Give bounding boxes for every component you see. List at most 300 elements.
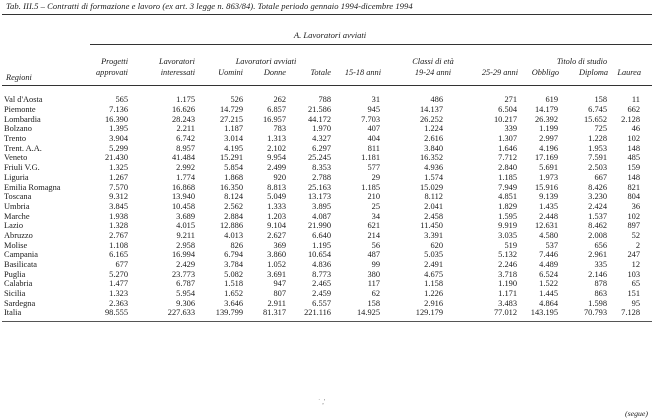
laurea-cell: 46: [631, 124, 640, 134]
table-title: Tab. III.5 – Contratti di formazione e lavoro (ex art. 3 legge n. 863/84). Totale periodo gennaio 1994-dicembre 1994: [6, 1, 413, 11]
eta-15-18-cell: 31: [371, 95, 380, 105]
progetti-approvati-cell: 5.299: [109, 143, 128, 153]
obbligo-cell: 1.445: [539, 289, 558, 299]
laurea-cell: 821: [627, 182, 640, 192]
obbligo-cell: 26.392: [534, 114, 558, 124]
region-name-cell: Umbria: [4, 201, 30, 211]
totale-cell: 4.836: [312, 260, 331, 270]
region-name-cell: Trent. A.A.: [4, 143, 42, 153]
donne-cell: 9.954: [267, 153, 286, 163]
progetti-approvati-cell: 1.328: [109, 221, 128, 231]
region-name-cell: Trento: [4, 134, 27, 144]
donne-cell: 947: [273, 279, 286, 289]
donne-cell: 1.052: [267, 260, 286, 270]
obbligo-cell: 9.139: [539, 192, 558, 202]
laurea-cell: 102: [627, 211, 640, 221]
eta-15-18-cell: 158: [367, 298, 380, 308]
lavoratori-interessati-cell: 8.957: [176, 143, 195, 153]
diploma-cell: 1.953: [588, 143, 607, 153]
lavoratori-interessati-cell: 2.429: [176, 260, 195, 270]
laurea-cell: 102: [627, 134, 640, 144]
laurea-cell: 485: [627, 153, 640, 163]
eta-25-29-cell: 339: [504, 124, 517, 134]
diploma-cell: 1.537: [588, 211, 607, 221]
eta-19-24-cell: 1.224: [424, 124, 443, 134]
eta-15-18-cell: 1.181: [361, 153, 380, 163]
uomini-cell: 1.652: [224, 289, 243, 299]
donne-cell: 16.957: [262, 114, 286, 124]
eta-19-24-cell: 129.179: [415, 308, 443, 318]
eta-19-24-cell: 2.491: [424, 260, 443, 270]
eta-19-24-cell: 1.158: [424, 279, 443, 289]
header-classi-group: Classi di età: [412, 57, 454, 66]
lavoratori-interessati-cell: 4.015: [176, 221, 195, 231]
donne-cell: 81.317: [262, 308, 286, 318]
obbligo-cell: 1.522: [539, 279, 558, 289]
eta-25-29-cell: 2.246: [498, 260, 517, 270]
donne-cell: 920: [273, 172, 286, 182]
eta-25-29-cell: 3.035: [498, 230, 517, 240]
donne-cell: 807: [273, 289, 286, 299]
laurea-cell: 151: [627, 289, 640, 299]
top-rule: [2, 14, 652, 15]
diploma-cell: 1.228: [588, 134, 607, 144]
progetti-approvati-cell: 2.767: [109, 230, 128, 240]
laurea-cell: 52: [631, 230, 640, 240]
laurea-cell: 103: [627, 269, 640, 279]
table-row: [4, 192, 640, 202]
header-progetti-line2: approvati: [96, 68, 128, 77]
eta-15-18-cell: 621: [367, 221, 380, 231]
table-row: [4, 279, 640, 289]
totale-cell: 3.895: [312, 201, 331, 211]
uomini-cell: 27.215: [219, 114, 243, 124]
uomini-cell: 1.518: [224, 279, 243, 289]
laurea-cell: 159: [627, 163, 640, 173]
eta-19-24-cell: 620: [430, 240, 443, 250]
header-laurea: Laurea: [617, 68, 641, 77]
donne-cell: 262: [273, 95, 286, 105]
segue-label: (segue): [625, 409, 648, 418]
eta-19-24-cell: 486: [430, 95, 443, 105]
eta-15-18-cell: 7.703: [361, 114, 380, 124]
diploma-cell: 667: [594, 172, 607, 182]
obbligo-cell: 1.973: [539, 172, 558, 182]
eta-25-29-cell: 7.949: [498, 182, 517, 192]
totale-cell: 6.640: [312, 230, 331, 240]
eta-25-29-cell: 6.504: [498, 105, 517, 115]
donne-cell: 2.911: [267, 298, 286, 308]
eta-25-29-cell: 271: [504, 95, 517, 105]
obbligo-cell: 7.446: [539, 250, 558, 260]
region-name-cell: Liguria: [4, 172, 29, 182]
uomini-cell: 4.195: [224, 143, 243, 153]
obbligo-cell: 15.916: [534, 182, 558, 192]
progetti-approvati-cell: 1.108: [109, 240, 128, 250]
table-row: [4, 163, 640, 173]
header-titolo-group: Titolo di studio: [556, 57, 608, 66]
donne-cell: 9.104: [267, 221, 286, 231]
eta-25-29-cell: 1.646: [498, 143, 517, 153]
diploma-cell: 878: [594, 279, 607, 289]
eta-19-24-cell: 2.041: [424, 201, 443, 211]
region-name-cell: Campania: [4, 250, 38, 260]
progetti-approvati-cell: 1.267: [109, 172, 128, 182]
eta-25-29-cell: 1.829: [498, 201, 517, 211]
totale-cell: 2.465: [312, 279, 331, 289]
diploma-cell: 15.652: [583, 114, 607, 124]
uomini-cell: 5.854: [224, 163, 243, 173]
uomini-cell: 2.884: [224, 211, 243, 221]
lavoratori-interessati-cell: 2.958: [176, 240, 195, 250]
eta-19-24-cell: 3.840: [424, 143, 443, 153]
header-uomini: Uomini: [218, 68, 243, 77]
table-row: [4, 173, 640, 183]
lavoratori-interessati-cell: 9.211: [176, 230, 195, 240]
progetti-approvati-cell: 21.430: [104, 153, 128, 163]
table-row: [4, 260, 640, 270]
totale-cell: 2.788: [312, 172, 331, 182]
eta-25-29-cell: 1.185: [498, 172, 517, 182]
eta-15-18-cell: 945: [367, 105, 380, 115]
table-row: [4, 134, 640, 144]
header-lavint-line1: Lavoratori: [159, 57, 195, 66]
eta-25-29-cell: 1.171: [498, 289, 517, 299]
table-row: [4, 289, 640, 299]
eta-15-18-cell: 56: [371, 240, 380, 250]
table-row: [4, 143, 640, 153]
diploma-cell: 3.230: [588, 192, 607, 202]
region-name-cell: Marche: [4, 211, 30, 221]
table-row: [4, 250, 640, 260]
eta-25-29-cell: 10.217: [493, 114, 517, 124]
eta-15-18-cell: 407: [367, 124, 380, 134]
region-name-cell: Abruzzo: [4, 230, 33, 240]
donne-cell: 369: [273, 240, 286, 250]
progetti-approvati-cell: 6.165: [109, 250, 128, 260]
laurea-cell: 65: [631, 279, 640, 289]
region-name-cell: Puglia: [4, 269, 26, 279]
donne-cell: 3.691: [267, 269, 286, 279]
laurea-cell: 247: [627, 250, 640, 260]
eta-19-24-cell: 3.391: [424, 230, 443, 240]
uomini-cell: 14.729: [219, 105, 243, 115]
region-name-cell: Veneto: [4, 153, 28, 163]
totale-cell: 25.245: [307, 153, 331, 163]
totale-cell: 2.459: [312, 289, 331, 299]
eta-15-18-cell: 487: [367, 250, 380, 260]
diploma-cell: 158: [594, 95, 607, 105]
region-name-cell: Val d'Aosta: [4, 95, 43, 105]
header-lavavv-group: Lavoratori avviati: [235, 57, 297, 66]
eta-15-18-cell: 1.185: [361, 182, 380, 192]
laurea-cell: 7.128: [621, 308, 640, 318]
eta-19-24-cell: 26.252: [419, 114, 443, 124]
progetti-approvati-cell: 5.270: [109, 269, 128, 279]
eta-15-18-cell: 117: [367, 279, 380, 289]
uomini-cell: 2.562: [224, 201, 243, 211]
obbligo-cell: 4.580: [539, 230, 558, 240]
laurea-cell: 2: [635, 240, 640, 250]
obbligo-cell: 4.196: [539, 143, 558, 153]
lavoratori-interessati-cell: 1.774: [176, 172, 195, 182]
progetti-approvati-cell: 9.312: [109, 192, 128, 202]
eta-15-18-cell: 811: [367, 143, 380, 153]
totale-cell: 8.773: [312, 269, 331, 279]
eta-19-24-cell: 8.112: [424, 192, 443, 202]
obbligo-cell: 4.489: [539, 260, 558, 270]
progetti-approvati-cell: 1.323: [109, 289, 128, 299]
totale-cell: 221.116: [304, 308, 331, 318]
table-row: [4, 298, 640, 308]
progetti-approvati-cell: 1.938: [109, 211, 128, 221]
region-name-cell: Friuli V.G.: [4, 163, 40, 173]
eta-25-29-cell: 519: [504, 240, 517, 250]
region-name-cell: Sicilia: [4, 289, 26, 299]
donne-cell: 3.860: [267, 250, 286, 260]
diploma-cell: 7.591: [588, 153, 607, 163]
diploma-cell: 335: [594, 260, 607, 270]
table-row: [4, 308, 640, 318]
totale-cell: 25.163: [307, 182, 331, 192]
table-row: [4, 231, 640, 241]
lavoratori-interessati-cell: 3.689: [176, 211, 195, 221]
eta-19-24-cell: 15.029: [419, 182, 443, 192]
eta-15-18-cell: 214: [367, 230, 380, 240]
diploma-cell: 725: [594, 124, 607, 134]
eta-25-29-cell: 1.190: [498, 279, 517, 289]
laurea-cell: 2.128: [621, 114, 640, 124]
obbligo-cell: 537: [545, 240, 558, 250]
lavoratori-interessati-cell: 2.992: [176, 163, 195, 173]
table-row: [4, 153, 640, 163]
section-rule: [90, 44, 652, 45]
lavoratori-interessati-cell: 6.787: [176, 279, 195, 289]
obbligo-cell: 1.199: [539, 124, 558, 134]
lavoratori-interessati-cell: 2.211: [176, 124, 195, 134]
laurea-cell: 12: [631, 260, 640, 270]
diploma-cell: 1.598: [588, 298, 607, 308]
progetti-approvati-cell: 1.477: [109, 279, 128, 289]
totale-cell: 4.327: [312, 134, 331, 144]
totale-cell: 1.970: [312, 124, 331, 134]
lavoratori-interessati-cell: 227.633: [167, 308, 195, 318]
data-table: [4, 95, 640, 318]
lavoratori-interessati-cell: 1.175: [176, 95, 195, 105]
eta-15-18-cell: 14.925: [356, 308, 380, 318]
laurea-cell: 897: [627, 221, 640, 231]
table-row: [4, 211, 640, 221]
header-donne: Donne: [263, 68, 286, 77]
diploma-cell: 8.462: [588, 221, 607, 231]
eta-25-29-cell: 1.595: [498, 211, 517, 221]
uomini-cell: 8.124: [224, 192, 243, 202]
totale-cell: 4.087: [312, 211, 331, 221]
donne-cell: 783: [273, 124, 286, 134]
uomini-cell: 5.082: [224, 269, 243, 279]
obbligo-cell: 17.169: [534, 153, 558, 163]
obbligo-cell: 4.864: [539, 298, 558, 308]
laurea-cell: 148: [627, 143, 640, 153]
diploma-cell: 656: [594, 240, 607, 250]
donne-cell: 1.313: [267, 134, 286, 144]
diploma-cell: 2.146: [588, 269, 607, 279]
header-totale: Totale: [310, 68, 331, 77]
obbligo-cell: 143.195: [530, 308, 558, 318]
header-progetti-line1: Progetti: [101, 57, 128, 66]
region-name-cell: Emilia Romagna: [4, 182, 61, 192]
laurea-cell: 95: [631, 298, 640, 308]
uomini-cell: 3.784: [224, 260, 243, 270]
donne-cell: 1.333: [267, 201, 286, 211]
lavoratori-interessati-cell: 16.626: [171, 105, 195, 115]
diploma-cell: 863: [594, 289, 607, 299]
progetti-approvati-cell: 677: [115, 260, 128, 270]
eta-19-24-cell: 2.458: [424, 211, 443, 221]
eta-15-18-cell: 577: [367, 163, 380, 173]
header-regioni: Regioni: [6, 73, 32, 82]
obbligo-cell: 14.179: [534, 105, 558, 115]
diploma-cell: 8.426: [588, 182, 607, 192]
table-row: [4, 221, 640, 231]
diploma-cell: 2.961: [588, 250, 607, 260]
eta-15-18-cell: 404: [367, 134, 380, 144]
diploma-cell: 2.008: [588, 230, 607, 240]
table-row: [4, 105, 640, 115]
region-name-cell: Basilicata: [4, 260, 38, 270]
eta-19-24-cell: 11.450: [420, 221, 443, 231]
laurea-cell: 148: [627, 172, 640, 182]
lavoratori-interessati-cell: 6.742: [176, 134, 195, 144]
donne-cell: 2.499: [267, 163, 286, 173]
progetti-approvati-cell: 565: [115, 95, 128, 105]
progetti-approvati-cell: 7.570: [109, 182, 128, 192]
eta-15-18-cell: 99: [371, 260, 380, 270]
eta-15-18-cell: 34: [371, 211, 380, 221]
eta-25-29-cell: 7.712: [498, 153, 517, 163]
totale-cell: 10.654: [307, 250, 331, 260]
region-name-cell: Calabria: [4, 279, 33, 289]
obbligo-cell: 12.631: [534, 221, 558, 231]
progetti-approvati-cell: 1.395: [109, 124, 128, 134]
eta-25-29-cell: 3.483: [498, 298, 517, 308]
region-name-cell: Italia: [4, 308, 22, 318]
footer-mark: ˙ ,': [318, 398, 326, 406]
progetti-approvati-cell: 98.555: [104, 308, 128, 318]
header-eta-15-18: 15-18 anni: [344, 68, 381, 77]
header-lavint-line2: interessati: [160, 68, 195, 77]
eta-25-29-cell: 1.307: [498, 134, 517, 144]
laurea-cell: 36: [631, 201, 640, 211]
table-row: [4, 182, 640, 192]
laurea-cell: 662: [627, 105, 640, 115]
eta-19-24-cell: 16.352: [419, 153, 443, 163]
laurea-cell: 804: [627, 192, 640, 202]
lavoratori-interessati-cell: 5.954: [176, 289, 195, 299]
uomini-cell: 12.886: [219, 221, 243, 231]
table-row: [4, 114, 640, 124]
region-name-cell: Lazio: [4, 221, 24, 231]
lavoratori-interessati-cell: 16.868: [171, 182, 195, 192]
uomini-cell: 139.799: [215, 308, 243, 318]
totale-cell: 6.557: [312, 298, 331, 308]
donne-cell: 8.813: [267, 182, 286, 192]
eta-25-29-cell: 77.012: [493, 308, 517, 318]
table-row: [4, 124, 640, 134]
diploma-cell: 2.424: [588, 201, 607, 211]
uomini-cell: 3.014: [224, 134, 243, 144]
totale-cell: 788: [318, 95, 331, 105]
region-name-cell: Piemonte: [4, 105, 36, 115]
uomini-cell: 16.350: [219, 182, 243, 192]
header-rule: [2, 85, 652, 86]
progetti-approvati-cell: 3.904: [109, 134, 128, 144]
totale-cell: 6.297: [312, 143, 331, 153]
lavoratori-interessati-cell: 23.773: [171, 269, 195, 279]
eta-15-18-cell: 380: [367, 269, 380, 279]
region-name-cell: Sardegna: [4, 298, 36, 308]
obbligo-cell: 5.691: [539, 163, 558, 173]
uomini-cell: 526: [230, 95, 243, 105]
eta-19-24-cell: 4.936: [424, 163, 443, 173]
region-name-cell: Toscana: [4, 192, 32, 202]
eta-19-24-cell: 5.035: [424, 250, 443, 260]
lavoratori-interessati-cell: 41.484: [171, 153, 195, 163]
table-row: [4, 240, 640, 250]
eta-15-18-cell: 62: [371, 289, 380, 299]
obbligo-cell: 2.997: [539, 134, 558, 144]
eta-25-29-cell: 2.840: [498, 163, 517, 173]
eta-25-29-cell: 4.851: [498, 192, 517, 202]
uomini-cell: 1.187: [224, 124, 243, 134]
table-row: [4, 269, 640, 279]
laurea-cell: 11: [631, 95, 640, 105]
totale-cell: 21.586: [307, 105, 331, 115]
obbligo-cell: 6.524: [539, 269, 558, 279]
lavoratori-interessati-cell: 10.458: [171, 201, 195, 211]
totale-cell: 13.173: [307, 192, 331, 202]
donne-cell: 6.857: [267, 105, 286, 115]
totale-cell: 21.990: [307, 221, 331, 231]
totale-cell: 44.172: [307, 114, 331, 124]
section-title: A. Lavoratori avviati: [293, 30, 367, 40]
eta-25-29-cell: 3.718: [498, 269, 517, 279]
totale-cell: 1.195: [312, 240, 331, 250]
region-name-cell: Lombardia: [4, 114, 41, 124]
uomini-cell: 1.868: [224, 172, 243, 182]
obbligo-cell: 2.448: [539, 211, 558, 221]
uomini-cell: 4.013: [224, 230, 243, 240]
eta-19-24-cell: 2.916: [424, 298, 443, 308]
diploma-cell: 2.503: [588, 163, 607, 173]
header-obbligo: Obbligo: [531, 68, 559, 77]
donne-cell: 5.049: [267, 192, 286, 202]
header-eta-19-24: 19-24 anni: [414, 68, 452, 77]
region-name-cell: Bolzano: [4, 124, 32, 134]
uomini-cell: 6.794: [224, 250, 243, 260]
lavoratori-interessati-cell: 16.994: [171, 250, 195, 260]
diploma-cell: 6.745: [588, 105, 607, 115]
donne-cell: 1.203: [267, 211, 286, 221]
lavoratori-interessati-cell: 13.940: [171, 192, 195, 202]
progetti-approvati-cell: 16.390: [104, 114, 128, 124]
progetti-approvati-cell: 2.363: [109, 298, 128, 308]
obbligo-cell: 1.435: [539, 201, 558, 211]
eta-15-18-cell: 210: [367, 192, 380, 202]
lavoratori-interessati-cell: 9.306: [176, 298, 195, 308]
table-row: [4, 95, 640, 105]
header-diploma: Diploma: [578, 68, 608, 77]
